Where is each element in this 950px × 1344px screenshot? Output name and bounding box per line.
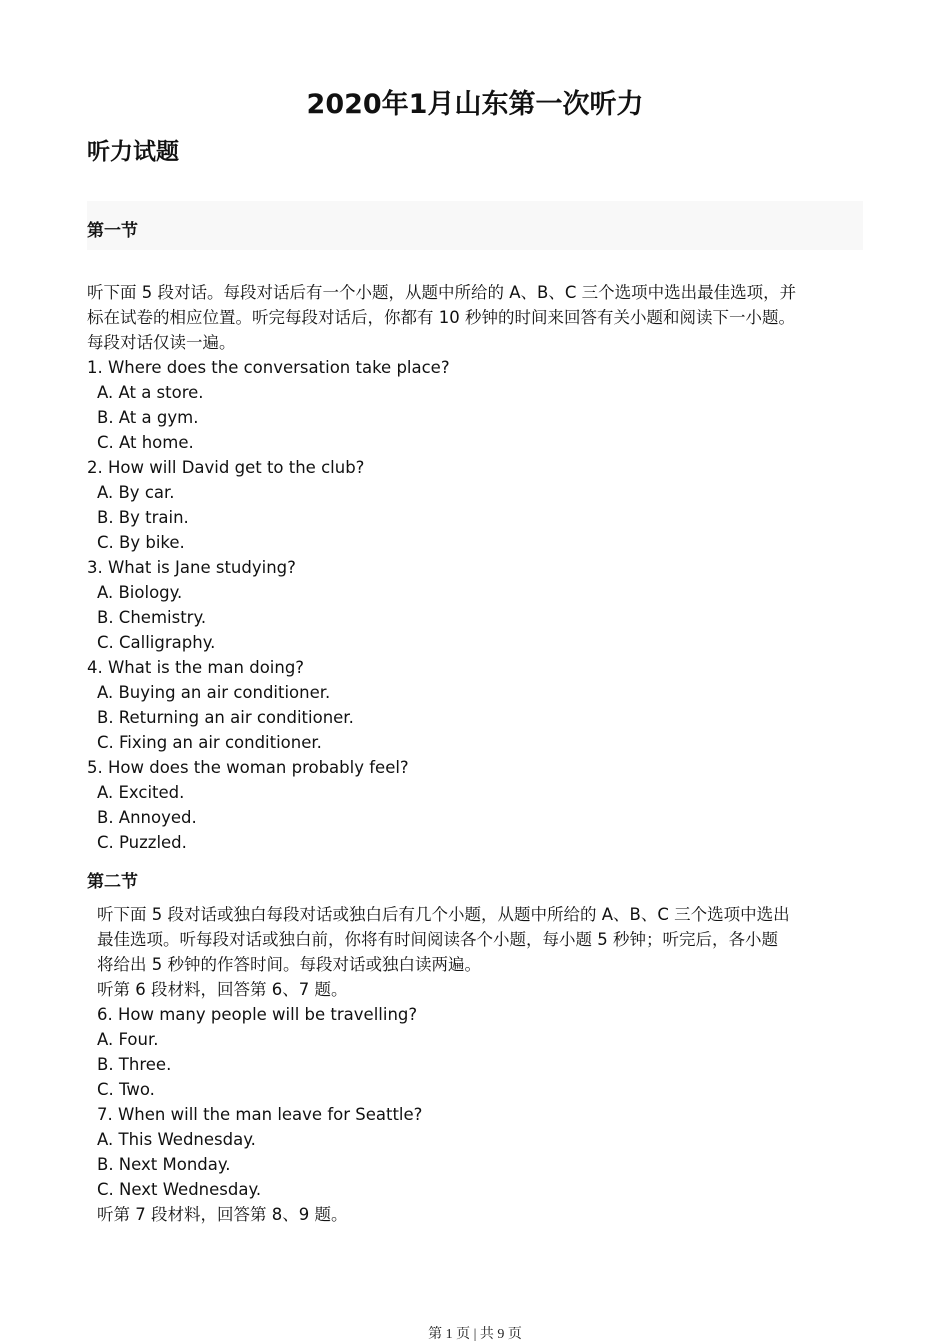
answer-option: B. Chemistry.	[97, 608, 207, 627]
question-text: 7. When will the man leave for Seattle?	[97, 1105, 423, 1124]
answer-option: A. At a store.	[97, 383, 204, 402]
answer-option: C. At home.	[97, 433, 194, 452]
section-1-header	[87, 201, 863, 250]
answer-option: C. Two.	[97, 1080, 155, 1099]
section-1-instructions: 听下面 5 段对话。每段对话后有一个小题，从题中所给的 A、B、C 三个选项中选出最佳选项，并	[87, 283, 797, 302]
section-1-heading: 第一节	[87, 221, 138, 241]
answer-option: C. Puzzled.	[97, 833, 187, 852]
answer-option: B. Annoyed.	[97, 808, 197, 827]
answer-option: A. Excited.	[97, 783, 185, 802]
document-title: 2020年1月山东第一次听力	[306, 89, 644, 120]
question-text: 2. How will David get to the club?	[87, 458, 365, 477]
question-text: 5. How does the woman probably feel?	[87, 758, 409, 777]
question-text: 1. Where does the conversation take place?	[87, 358, 450, 377]
section-1-instructions: 每段对话仅读一遍。	[87, 333, 236, 352]
answer-option: B. Next Monday.	[97, 1155, 231, 1174]
section-1-instructions: 标在试卷的相应位置。听完每段对话后，你都有 10 秒钟的时间来回答有关小题和阅读下一小题。	[87, 308, 795, 327]
answer-option: C. Fixing an air conditioner.	[97, 733, 322, 752]
section-2-instructions: 将给出 5 秒钟的作答时间。每段对话或独白读两遍。	[97, 955, 481, 974]
answer-option: A. This Wednesday.	[97, 1130, 256, 1149]
document-subtitle: 听力试题	[87, 139, 179, 165]
answer-option: C. Next Wednesday.	[97, 1180, 262, 1199]
answer-option: B. Returning an air conditioner.	[97, 708, 354, 727]
section-2-heading: 第二节	[87, 872, 138, 892]
material-instruction: 听第 7 段材料，回答第 8、9 题。	[97, 1205, 348, 1224]
answer-option: C. Calligraphy.	[97, 633, 216, 652]
question-text: 3. What is Jane studying?	[87, 558, 296, 577]
answer-option: B. Three.	[97, 1055, 172, 1074]
material-instruction: 听第 6 段材料，回答第 6、7 题。	[97, 980, 348, 999]
section-1-content	[87, 280, 796, 855]
section-2-instructions: 最佳选项。听每段对话或独白前，你将有时间阅读各个小题，每小题 5 秒钟；听完后，各小题	[97, 930, 778, 949]
answer-option: A. By car.	[97, 483, 175, 502]
question-text: 6. How many people will be travelling?	[97, 1005, 418, 1024]
section-2-instructions: 听下面 5 段对话或独白每段对话或独白后有几个小题，从题中所给的 A、B、C 三个选项中选出	[97, 905, 790, 924]
answer-option: B. By train.	[97, 508, 189, 527]
answer-option: A. Four.	[97, 1030, 159, 1049]
question-text: 4. What is the man doing?	[87, 658, 305, 677]
answer-option: B. At a gym.	[97, 408, 199, 427]
answer-option: A. Buying an air conditioner.	[97, 683, 331, 702]
page-footer: 第 1 页 | 共 9 页	[428, 1327, 522, 1342]
answer-option: C. By bike.	[97, 533, 185, 552]
section-2-content	[97, 902, 790, 1227]
answer-option: A. Biology.	[97, 583, 183, 602]
